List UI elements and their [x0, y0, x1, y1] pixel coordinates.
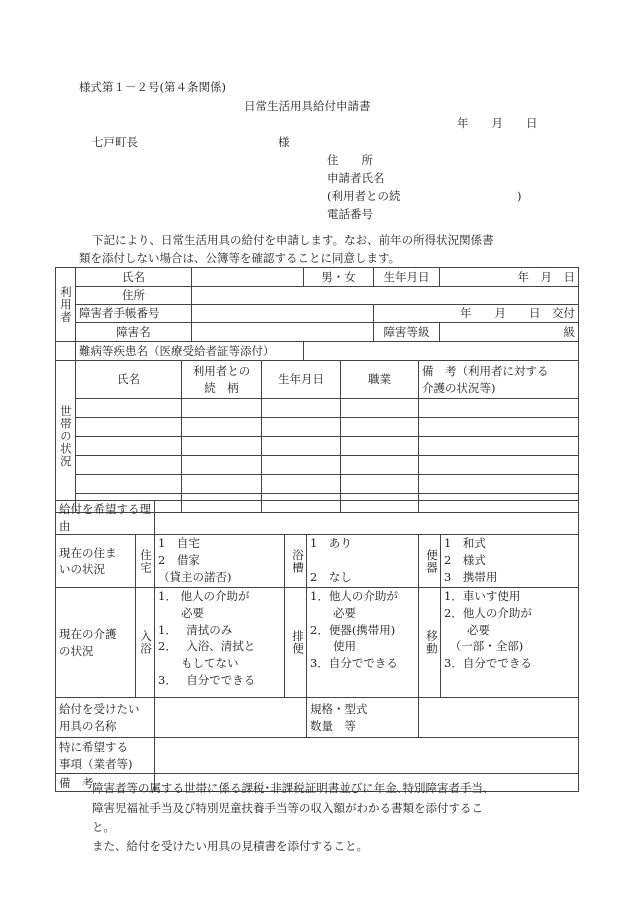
equipment-spec-label: 規格・型式 数量 等: [307, 698, 419, 738]
bath-label: 浴槽: [285, 535, 307, 588]
disability-field[interactable]: [192, 323, 374, 342]
birth-field[interactable]: 年 月 日: [440, 268, 579, 287]
handbook-label: 障害者手帳番号: [76, 305, 192, 323]
footer-note-4: また、給付を受けたい用具の見積書を添付すること。: [92, 839, 368, 853]
birth-label: 生年月日: [374, 268, 440, 287]
reason-label: 給付を希望する理由: [56, 501, 155, 535]
equipment-spec-field[interactable]: [419, 698, 579, 738]
bath-options[interactable]: 1 あり 2 なし: [307, 535, 419, 588]
handbook-issue-date[interactable]: 年 月 日 交付: [374, 305, 579, 323]
housing-label: 現在の住ま いの状況: [56, 535, 136, 588]
handbook-number-field[interactable]: [192, 305, 374, 323]
relation-label: (利用者との続: [327, 189, 401, 203]
situation-table: [55, 500, 579, 792]
moving-label: 移動: [419, 588, 441, 698]
disease-label: 難病等疾患名（医療受給者証等添付）: [76, 342, 304, 361]
special-request-field[interactable]: [155, 738, 579, 774]
spacer: [56, 342, 76, 361]
user-name-field[interactable]: [192, 268, 304, 287]
table-row[interactable]: [56, 456, 579, 475]
home-options[interactable]: 1 自宅 2 借家 （貸主の諾否): [155, 535, 285, 588]
table-row[interactable]: [56, 475, 579, 494]
user-name-label: 氏名: [76, 268, 192, 287]
reason-field[interactable]: [155, 501, 579, 535]
footer-note-2: 障害児福祉手当及び特別児童扶養手当等の収入額がわかる書類を添付するこ: [92, 801, 483, 815]
honorific: 様: [278, 135, 290, 149]
bathing-label: 入浴: [136, 588, 155, 698]
col-name: 氏名: [76, 361, 182, 399]
phone-label: 電話番号: [327, 207, 373, 221]
footer-note-1: 障害者等の属する世帯に係る課税･非課税証明書並びに年金､特別障害者手当､: [92, 781, 489, 795]
user-address-label: 住所: [76, 287, 192, 305]
form-title: 日常生活用具給付申請書: [244, 99, 371, 113]
bathing-options[interactable]: 1． 他人の介助が 必要 1． 清拭のみ 2． 入浴、清拭と もしてない 3． 自分でできる: [155, 588, 285, 698]
col-job: 職業: [341, 361, 419, 399]
excretion-label: 排便: [285, 588, 307, 698]
address-label: 住 所: [327, 153, 373, 167]
table-row[interactable]: [56, 399, 579, 418]
grade-label: 障害等級: [374, 323, 440, 342]
special-request-label: 特に希望する 事項（業者等): [56, 738, 155, 774]
household-section-label: 世帯の状況: [56, 361, 76, 513]
intro-line-2: 類を添付しない場合は、公簿等を確認することに同意します。: [79, 251, 401, 265]
household-table: [55, 360, 579, 513]
home-label: 住宅: [136, 535, 155, 588]
col-relation: 利用者との 続 柄: [182, 361, 262, 399]
col-note: 備 考（利用者に対する 介護の状況等): [419, 361, 579, 399]
disease-field[interactable]: [304, 342, 579, 361]
disability-label: 障害名: [76, 323, 192, 342]
table-row[interactable]: [56, 437, 579, 456]
applicant-name-label: 申請者氏名: [327, 171, 385, 185]
toilet-options[interactable]: 1 和式 2 様式 3 携帯用: [441, 535, 579, 588]
user-section-label: 利用者: [56, 268, 76, 342]
sex-options[interactable]: 男・女: [304, 268, 374, 287]
table-row[interactable]: [56, 418, 579, 437]
footer-note-3: と。: [92, 820, 115, 834]
moving-options[interactable]: 1．車いす使用 2．他人の介助が 必要 （一部・全部) 3．自分でできる: [441, 588, 579, 698]
user-table: [55, 267, 579, 361]
equipment-label: 給付を受けたい 用具の名称: [56, 698, 155, 738]
equipment-name-field[interactable]: [155, 698, 307, 738]
grade-field[interactable]: 級: [440, 323, 579, 342]
application-date[interactable]: 年 月 日: [457, 116, 538, 130]
relation-close: ): [517, 189, 522, 203]
remarks-label: 備 考: [56, 774, 155, 792]
addressee: 七戸町長: [92, 135, 138, 149]
care-label: 現在の介護 の状況: [56, 588, 136, 698]
form-number: 様式第１－２号(第４条関係): [79, 80, 226, 94]
intro-line-1: 下記により、日常生活用具の給付を申請します。なお、前年の所得状況関係書: [92, 233, 494, 247]
user-address-field[interactable]: [192, 287, 579, 305]
excretion-options[interactable]: 1．他人の介助が 必要 2．便器(携帯用) 使用 3．自分でできる: [307, 588, 419, 698]
col-birth: 生年月日: [262, 361, 341, 399]
toilet-label: 便器: [419, 535, 441, 588]
